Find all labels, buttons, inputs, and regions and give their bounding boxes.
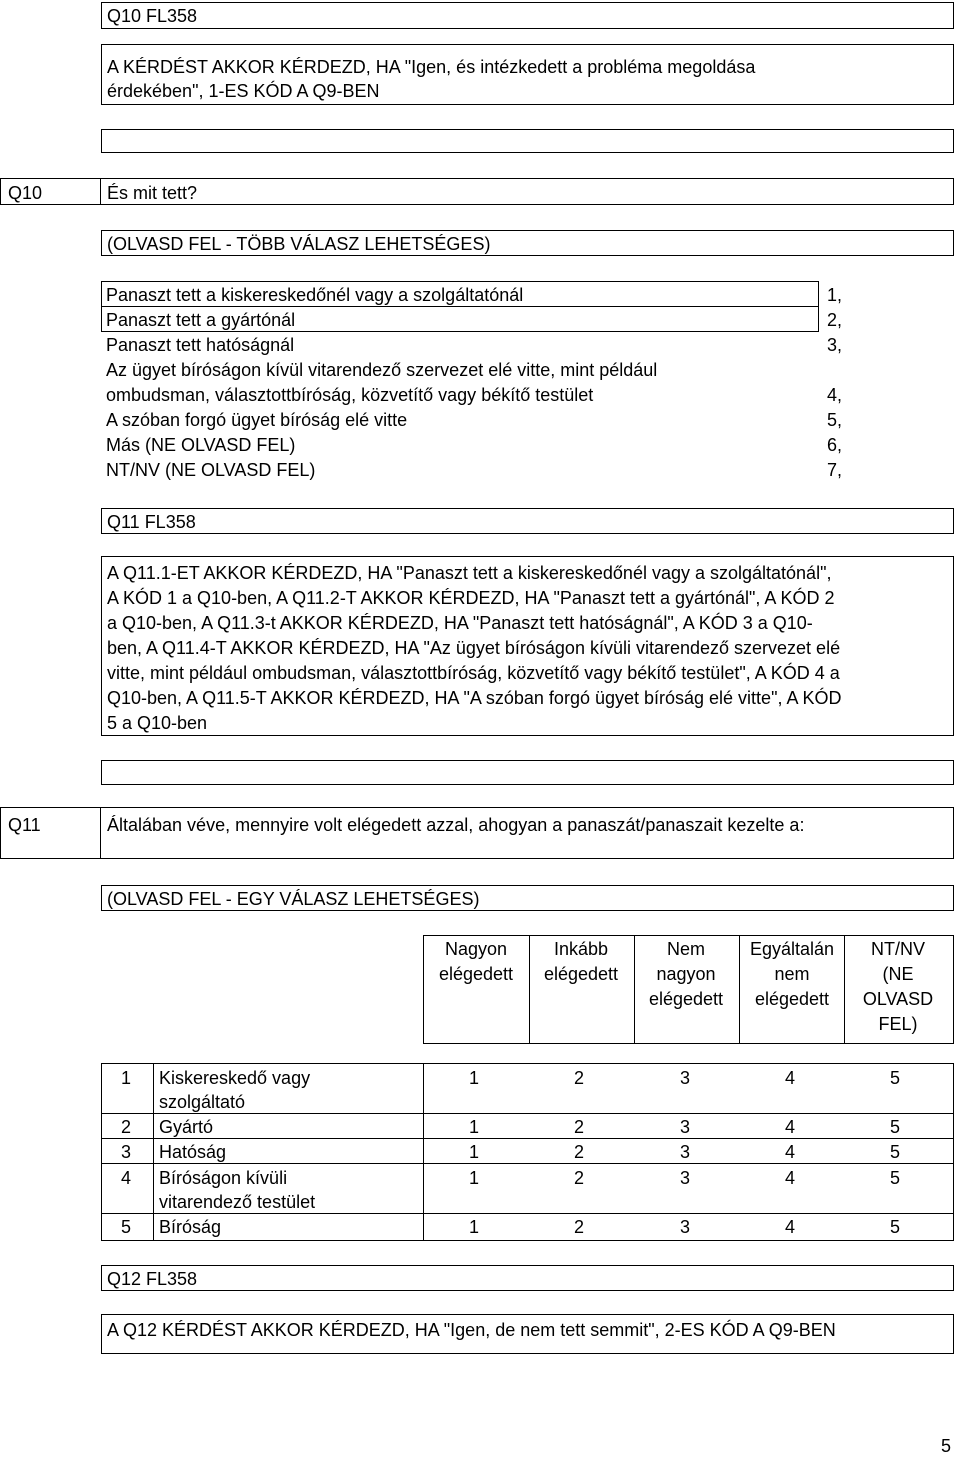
q11-row-1-code-3[interactable]: 3 (679, 1068, 690, 1088)
q11-row-5-code-3[interactable]: 3 (679, 1217, 690, 1237)
q11-header-2-line1: Inkább (553, 939, 609, 959)
q11-table-left-line (101, 1063, 102, 1241)
q10-option-6-text: Más (NE OLVASD FEL) (106, 435, 296, 455)
q11-read-note: (OLVASD FEL - EGY VÁLASZ LEHETSÉGES) (107, 889, 480, 909)
q11-instruction-line1: A Q11.1-ET AKKOR KÉRDEZD, HA "Panaszt tett a kiskereskedőnél vagy a szolgáltatónál", (107, 563, 832, 583)
q12-code: Q12 FL358 (107, 1269, 198, 1289)
q10-option-5-code: 5, (827, 410, 843, 430)
q10-option-3-text: Panaszt tett hatóságnál (106, 335, 295, 355)
q11-row-1-label: Kiskereskedő vagy (159, 1068, 311, 1088)
q12-instruction: A Q12 KÉRDÉST AKKOR KÉRDEZD, HA "Igen, de nem tett semmit", 2-ES KÓD A Q9-BEN (107, 1320, 836, 1340)
q10-option-7-code: 7, (827, 460, 843, 480)
q11-row-3-number: 3 (121, 1142, 132, 1162)
q11-row-4-code-5[interactable]: 5 (889, 1168, 900, 1188)
q11-header-5-line1: NT/NV (871, 939, 925, 959)
q11-instruction-line3: a Q10-ben, A Q11.3-t AKKOR KÉRDEZD, HA "Panaszt tett hatóságnál", A KÓD 3 a Q10- (107, 613, 813, 633)
q11-row-2-code-4[interactable]: 4 (784, 1117, 795, 1137)
q10-option-1-code: 1, (827, 285, 843, 305)
q11-header-1-line1: Nagyon (444, 939, 508, 959)
q11-header-2-line2: elégedett (543, 964, 619, 984)
q11-empty-box (101, 760, 954, 785)
q11-row-3-label: Hatóság (159, 1142, 227, 1162)
q10-instruction-line2: érdekében", 1-ES KÓD A Q9-BEN (107, 81, 380, 101)
q11-row-2-code-2[interactable]: 2 (573, 1117, 584, 1137)
q10-read-note: (OLVASD FEL - TÖBB VÁLASZ LEHETSÉGES) (107, 234, 491, 254)
q10-instruction-line1: A KÉRDÉST AKKOR KÉRDEZD, HA "Igen, és intézkedett a probléma megoldása (107, 57, 756, 77)
q11-table-col-line (153, 1063, 154, 1241)
q11-instruction-line2: A KÓD 1 a Q10-ben, A Q11.2-T AKKOR KÉRDEZD, HA "Panaszt tett a gyártónál", A KÓD 2 (107, 588, 835, 608)
q11-label: Q11 (8, 815, 41, 835)
q11-code-box (101, 508, 954, 534)
q11-instruction-line7: 5 a Q10-ben (107, 713, 208, 733)
q11-header-3-line2: nagyon (656, 964, 716, 984)
q11-header-2 (531, 937, 631, 987)
q11-row-1-code-2[interactable]: 2 (573, 1068, 584, 1088)
q10-option-6-code: 6, (827, 435, 843, 455)
q11-header-4-line3: elégedett (754, 989, 830, 1009)
q10-empty-box (101, 129, 954, 153)
q10-option-4-text2: ombudsman, választottbíróság, közvetítő vagy békítő testület (106, 385, 594, 405)
q11-instruction-line5: vitte, mint például ombudsman, választottbíróság, közvetítő vagy békítő testület", A KÓD 4 a (107, 663, 840, 683)
q11-row-3-code-5[interactable]: 5 (889, 1142, 900, 1162)
q11-table-bottom-line (101, 1240, 954, 1241)
q11-table-row-line (101, 1138, 954, 1139)
q11-table-row-line (101, 1163, 954, 1164)
q11-table-col-line (423, 1063, 424, 1241)
q11-row-4-code-4[interactable]: 4 (784, 1168, 795, 1188)
q11-row-3-code-4[interactable]: 4 (784, 1142, 795, 1162)
q11-row-4-code-3[interactable]: 3 (679, 1168, 690, 1188)
q11-row-4-label2: vitarendező testület (159, 1192, 316, 1212)
q12-code-box (101, 1265, 954, 1291)
q11-row-4-code-1[interactable]: 1 (468, 1168, 479, 1188)
q10-code-box (101, 2, 954, 29)
q11-row-2-code-3[interactable]: 3 (679, 1117, 690, 1137)
q11-row-4-number: 4 (121, 1168, 132, 1188)
q11-row-2-label: Gyártó (159, 1117, 214, 1137)
q11-row-2-number: 2 (121, 1117, 132, 1137)
page-number: 5 (941, 1436, 952, 1456)
q10-option-1-text: Panaszt tett a kiskereskedőnél vagy a szolgáltatónál (106, 285, 524, 305)
q11-code: Q11 FL358 (107, 512, 196, 532)
q11-header-5 (848, 937, 948, 1037)
q11-row-5-number: 5 (121, 1217, 132, 1237)
q11-row-1-code-1[interactable]: 1 (468, 1068, 479, 1088)
q11-row-1-code-4[interactable]: 4 (784, 1068, 795, 1088)
q11-row-3-code-3[interactable]: 3 (679, 1142, 690, 1162)
q11-row-5-label: Bíróság (159, 1217, 222, 1237)
q10-option-4-code: 4, (827, 385, 843, 405)
q11-table-top-line (101, 1063, 954, 1064)
q11-header-5-line2: (NE (882, 964, 914, 984)
q10-label: Q10 (8, 183, 43, 203)
q11-header-3 (636, 937, 736, 1012)
q11-row-5-code-1[interactable]: 1 (468, 1217, 479, 1237)
q11-row-5-code-5[interactable]: 5 (889, 1217, 900, 1237)
q11-header-1 (426, 937, 526, 987)
q10-option-2-code: 2, (827, 310, 843, 330)
q11-header-5-line3: OLVASD (862, 989, 934, 1009)
q10-option-3-code: 3, (827, 335, 843, 355)
q11-header-4 (742, 937, 842, 1012)
q11-header-4-line1: Egyáltalán (749, 939, 835, 959)
q11-header-3-line1: Nem (666, 939, 705, 959)
q10-option-4-text: Az ügyet bíróságon kívül vitarendező szervezet elé vitte, mint például (106, 360, 658, 380)
q11-row-2-code-1[interactable]: 1 (468, 1117, 479, 1137)
q11-row-4-code-2[interactable]: 2 (573, 1168, 584, 1188)
q11-instruction-line6: Q10-ben, A Q11.5-T AKKOR KÉRDEZD, HA "A szóban forgó ügyet bíróság elé vitte", A KÓD (107, 688, 842, 708)
q11-header-3-line3: elégedett (648, 989, 724, 1009)
q11-row-1-label2: szolgáltató (159, 1092, 246, 1112)
q11-table-right-line (953, 1063, 954, 1241)
q11-header-5-line4: FEL) (878, 1014, 918, 1034)
q11-header-1-line2: elégedett (438, 964, 514, 984)
q11-row-1-number: 1 (121, 1068, 132, 1088)
q11-header-4-line2: nem (774, 964, 810, 984)
q11-row-4-label: Bíróságon kívüli (159, 1168, 288, 1188)
q10-option-5-text: A szóban forgó ügyet bíróság elé vitte (106, 410, 408, 430)
q11-row-5-code-2[interactable]: 2 (573, 1217, 584, 1237)
q11-row-3-code-2[interactable]: 2 (573, 1142, 584, 1162)
q10-option-7-text: NT/NV (NE OLVASD FEL) (106, 460, 316, 480)
q11-row-5-code-4[interactable]: 4 (784, 1217, 795, 1237)
q11-row-3-code-1[interactable]: 1 (468, 1142, 479, 1162)
q11-instruction-line4: ben, A Q11.4-T AKKOR KÉRDEZD, HA "Az ügyet bíróságon kívüli vitarendező szervezet elé (107, 638, 841, 658)
q11-row-2-code-5[interactable]: 5 (889, 1117, 900, 1137)
q10-option-2-text: Panaszt tett a gyártónál (106, 310, 296, 330)
q11-row-1-code-5[interactable]: 5 (889, 1068, 900, 1088)
q10-question: És mit tett? (107, 183, 198, 203)
q10-code: Q10 FL358 (107, 6, 198, 26)
q10-question-box (100, 178, 954, 205)
q11-question: Általában véve, mennyire volt elégedett azzal, ahogyan a panaszát/panaszait kezelte a: (107, 815, 805, 835)
